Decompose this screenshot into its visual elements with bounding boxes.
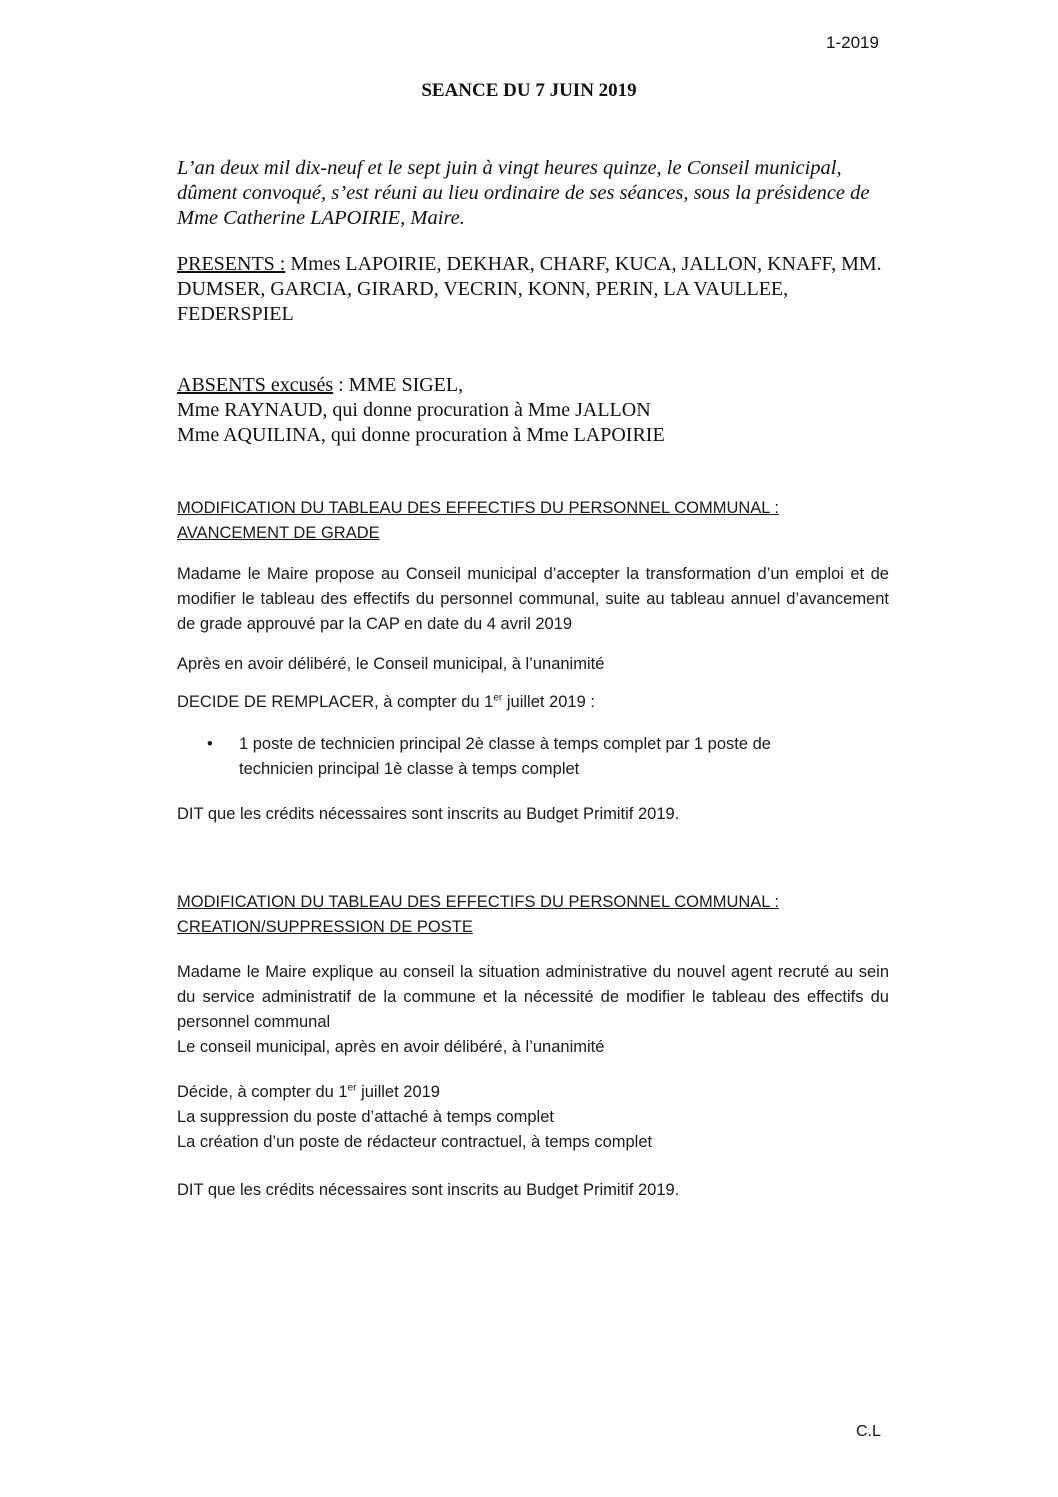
section2-heading-line: MODIFICATION DU TABLEAU DES EFFECTIFS DU PERSONNEL COMMUNAL :: [177, 893, 780, 911]
absent-proxy-line: Mme AQUILINA, qui donne procuration à Mme LAPOIRIE: [177, 424, 665, 446]
absents-block: [177, 373, 887, 448]
decision-suffix: juillet 2019 :: [502, 693, 595, 711]
page-number: 1-2019: [826, 33, 879, 52]
decision-sup: er: [347, 1082, 357, 1094]
suppression-line: La suppression du poste d’attaché à temps complet: [177, 1108, 554, 1126]
bullet-icon: •: [207, 735, 213, 753]
footer-initials: C.L: [856, 1423, 881, 1440]
presents-list: Mmes LAPOIRIE, DEKHAR, CHARF, KUCA, JALLON, KNAFF, MM. DUMSER, GARCIA, GIRARD, VECRIN, KONN, PERIN, LA VAULLEE, FEDERSPIEL: [177, 253, 882, 325]
section1-deliberation: Après en avoir délibéré, le Conseil municipal, à l’unanimité: [177, 655, 605, 673]
section2-explanation: Madame le Maire explique au conseil la situation administrative du nouvel agent recruté au sein du service administratif de la commune et la nécessité de modifier le tableau des effectifs du personnel communal: [177, 963, 889, 1031]
absent-proxy-line: Mme RAYNAUD, qui donne procuration à Mme JALLON: [177, 399, 651, 421]
decision-prefix: DECIDE DE REMPLACER, à compter du 1: [177, 693, 494, 711]
section1-dit: DIT que les crédits nécessaires sont inscrits au Budget Primitif 2019.: [177, 805, 680, 823]
section2-heading-line: CREATION/SUPPRESSION DE POSTE: [177, 918, 473, 936]
absents-label: ABSENTS excusés: [177, 374, 334, 396]
decision-prefix: Décide, à compter du 1: [177, 1083, 348, 1101]
decision-sup: er: [493, 692, 503, 704]
creation-line: La création d’un poste de rédacteur contractuel, à temps complet: [177, 1133, 653, 1151]
section1-heading: MODIFICATION DU TABLEAU DES EFFECTIFS DU PERSONNEL COMMUNAL : AVANCEMENT DE GRADE: [177, 499, 780, 542]
presents-block: [177, 252, 887, 327]
section1-decision: [177, 690, 889, 715]
section2-decision: [177, 1080, 889, 1155]
page-title: SEANCE DU 7 JUIN 2019: [421, 80, 637, 101]
intro-paragraph: L’an deux mil dix-neuf et le sept juin à vingt heures quinze, le Conseil municipal, dûment convoqué, s’est réuni au lieu ordinaire de ses séances, sous la présidence de Mme Catherine LAPOIRIE, Maire.: [177, 157, 870, 229]
decision-suffix: juillet 2019: [356, 1083, 440, 1101]
section2-dit: DIT que les crédits nécessaires sont inscrits au Budget Primitif 2019.: [177, 1181, 680, 1199]
section1-paragraph: Madame le Maire propose au Conseil municipal d’accepter la transformation d’un emploi et de modifier le tableau des effectifs du personnel communal, suite au tableau annuel d’avancement de grade approuvé par la CAP en date du 4 avril 2019: [177, 565, 889, 633]
section2-heading: [177, 890, 889, 940]
section2-paragraph: [177, 960, 889, 1060]
presents-label: PRESENTS :: [177, 253, 286, 275]
section1-bullet-item: [207, 732, 847, 782]
absents-first: : MME SIGEL,: [333, 374, 464, 396]
section2-deliberation: Le conseil municipal, après en avoir délibéré, à l’unanimité: [177, 1038, 605, 1056]
bullet-text: 1 poste de technicien principal 2è classe à temps complet par 1 poste de technicien principal 1è classe à temps complet: [239, 735, 771, 778]
